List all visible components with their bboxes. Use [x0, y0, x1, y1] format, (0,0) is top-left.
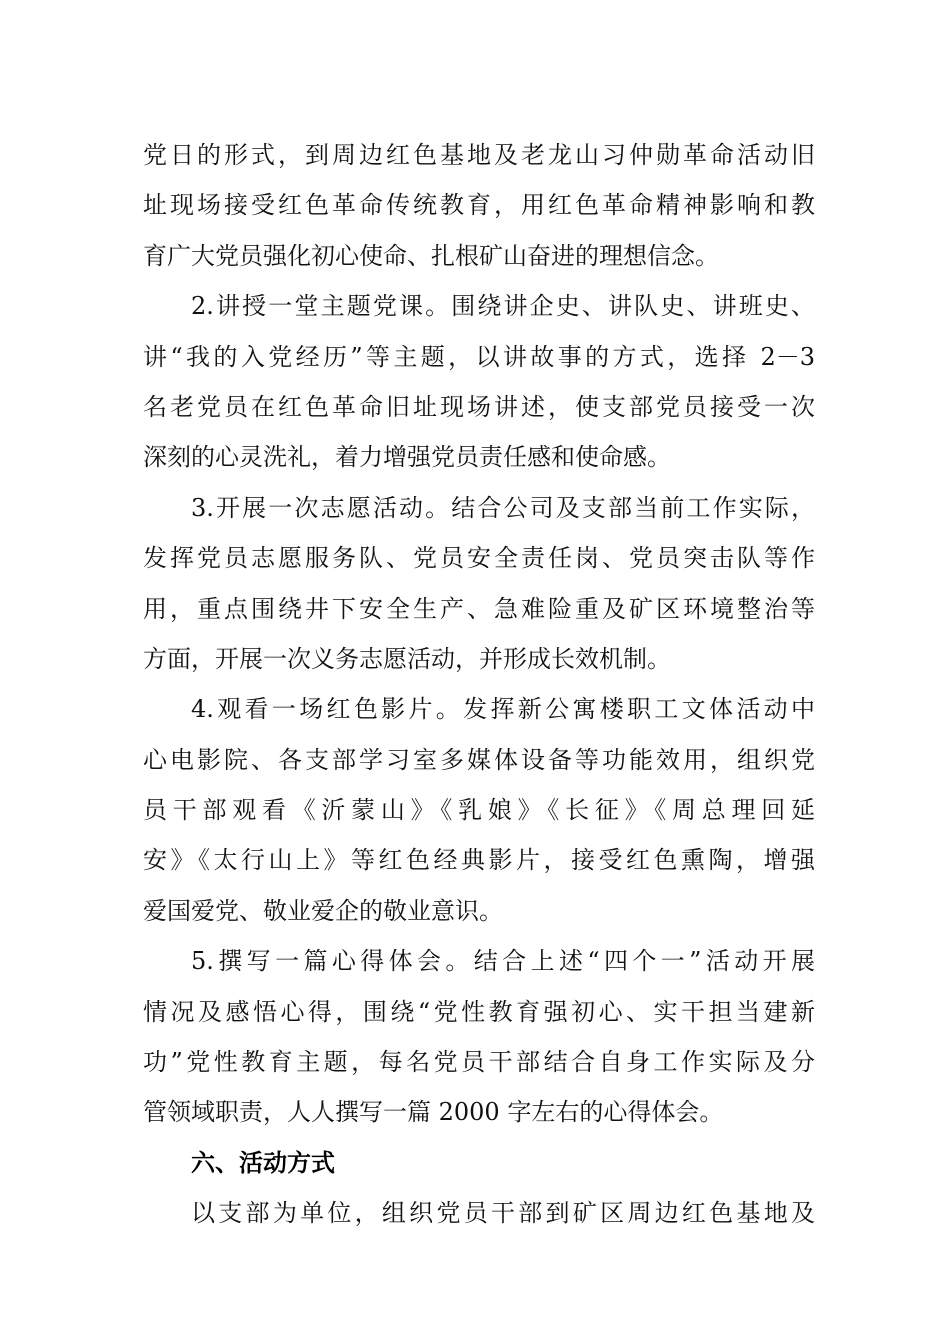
body-line: 育广大党员强化初心使命、扎根矿山奋进的理想信念。: [143, 241, 719, 270]
body-line: 功”党性教育主题，每名党员干部结合自身工作实际及分: [143, 1048, 815, 1077]
body-line: 址现场接受红色革命传统教育，用红色革命精神影响和教: [143, 191, 815, 220]
body-line: 用，重点围绕井下安全生产、急难险重及矿区环境整治等: [143, 594, 815, 623]
body-line: 员干部观看《沂蒙山》《乳娘》《长征》《周总理回延: [143, 796, 815, 825]
body-line: 爱国爱党、敬业爱企的敬业意识。: [143, 896, 503, 925]
body-line: 管领域职责，人人撰写一篇 2000 字左右的心得体会。: [143, 1098, 724, 1127]
item-4-line: 4.观看一场红色影片。发挥新公寓楼职工文体活动中: [191, 695, 815, 724]
body-line: 深刻的心灵洗礼，着力增强党员责任感和使命感。: [143, 443, 671, 472]
item-3-line: 3.开展一次志愿活动。结合公司及支部当前工作实际，: [191, 493, 815, 522]
item-5-line: 5.撰写一篇心得体会。结合上述“四个一”活动开展: [191, 947, 815, 976]
body-line: 发挥党员志愿服务队、党员安全责任岗、党员突击队等作: [143, 544, 815, 573]
body-line: 方面，开展一次义务志愿活动，并形成长效机制。: [143, 644, 671, 673]
document-body: [143, 130, 815, 1239]
body-line: 党日的形式，到周边红色基地及老龙山习仲勋革命活动旧: [143, 141, 815, 169]
body-line: 安》《太行山上》等红色经典影片，接受红色熏陶，增强: [143, 846, 815, 875]
item-2-line: 2.讲授一堂主题党课。围绕讲企史、讲队史、讲班史、: [191, 292, 815, 321]
body-line: 讲“我的入党经历”等主题，以讲故事的方式，选择 2－3: [143, 342, 815, 371]
body-line: 情况及感悟心得，围绕“党性教育强初心、实干担当建新: [143, 997, 815, 1026]
section-heading: 六、活动方式: [191, 1148, 335, 1177]
body-line: 以支部为单位，组织党员干部到矿区周边红色基地及: [191, 1199, 815, 1228]
body-line: 心电影院、各支部学习室多媒体设备等功能效用，组织党: [143, 745, 815, 774]
body-line: 名老党员在红色革命旧址现场讲述，使支部党员接受一次: [143, 392, 815, 421]
